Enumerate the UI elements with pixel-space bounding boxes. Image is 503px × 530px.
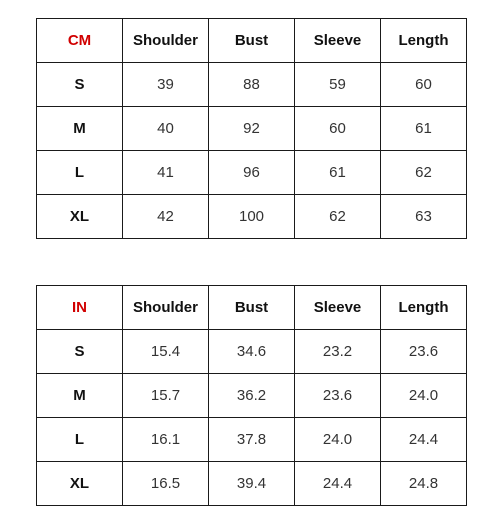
- cell-bust: 36.2: [209, 374, 295, 418]
- cell-length: 24.4: [381, 418, 467, 462]
- size-label: M: [37, 107, 123, 151]
- cell-sleeve: 61: [295, 151, 381, 195]
- cell-length: 24.0: [381, 374, 467, 418]
- table-row: [37, 151, 467, 195]
- cell-bust: 92: [209, 107, 295, 151]
- cell-sleeve: 59: [295, 63, 381, 107]
- column-header-bust: Bust: [209, 19, 295, 63]
- cell-length: 24.8: [381, 462, 467, 506]
- cell-sleeve: 23.2: [295, 330, 381, 374]
- column-header-shoulder: Shoulder: [123, 286, 209, 330]
- column-header-shoulder: Shoulder: [123, 19, 209, 63]
- cell-length: 62: [381, 151, 467, 195]
- size-label: XL: [37, 462, 123, 506]
- table-row: [37, 63, 467, 107]
- column-header-sleeve: Sleeve: [295, 286, 381, 330]
- column-header-sleeve: Sleeve: [295, 19, 381, 63]
- table-row: [37, 418, 467, 462]
- cell-shoulder: 16.5: [123, 462, 209, 506]
- cell-shoulder: 16.1: [123, 418, 209, 462]
- column-header-length: Length: [381, 19, 467, 63]
- cell-bust: 96: [209, 151, 295, 195]
- cell-bust: 100: [209, 195, 295, 239]
- unit-label: IN: [37, 286, 123, 330]
- cell-sleeve: 23.6: [295, 374, 381, 418]
- cell-sleeve: 24.0: [295, 418, 381, 462]
- column-header-length: Length: [381, 286, 467, 330]
- cell-bust: 34.6: [209, 330, 295, 374]
- size-label: M: [37, 374, 123, 418]
- size-label: L: [37, 151, 123, 195]
- table-row: [37, 330, 467, 374]
- table-row: [37, 462, 467, 506]
- cell-length: 60: [381, 63, 467, 107]
- cell-length: 23.6: [381, 330, 467, 374]
- table-row: [37, 195, 467, 239]
- cell-bust: 39.4: [209, 462, 295, 506]
- cell-length: 61: [381, 107, 467, 151]
- unit-label: CM: [37, 19, 123, 63]
- table-row: [37, 107, 467, 151]
- size-label: L: [37, 418, 123, 462]
- cell-shoulder: 41: [123, 151, 209, 195]
- column-header-bust: Bust: [209, 286, 295, 330]
- table-header-row: [37, 19, 467, 63]
- cell-shoulder: 42: [123, 195, 209, 239]
- cell-length: 63: [381, 195, 467, 239]
- size-table-cm: [36, 18, 467, 239]
- cell-sleeve: 62: [295, 195, 381, 239]
- size-label: XL: [37, 195, 123, 239]
- cell-shoulder: 39: [123, 63, 209, 107]
- cell-sleeve: 24.4: [295, 462, 381, 506]
- cell-shoulder: 15.4: [123, 330, 209, 374]
- size-label: S: [37, 63, 123, 107]
- size-label: S: [37, 330, 123, 374]
- cell-sleeve: 60: [295, 107, 381, 151]
- table-row: [37, 374, 467, 418]
- table-header-row: [37, 286, 467, 330]
- cell-bust: 37.8: [209, 418, 295, 462]
- cell-bust: 88: [209, 63, 295, 107]
- cell-shoulder: 40: [123, 107, 209, 151]
- size-table-in: [36, 285, 467, 506]
- cell-shoulder: 15.7: [123, 374, 209, 418]
